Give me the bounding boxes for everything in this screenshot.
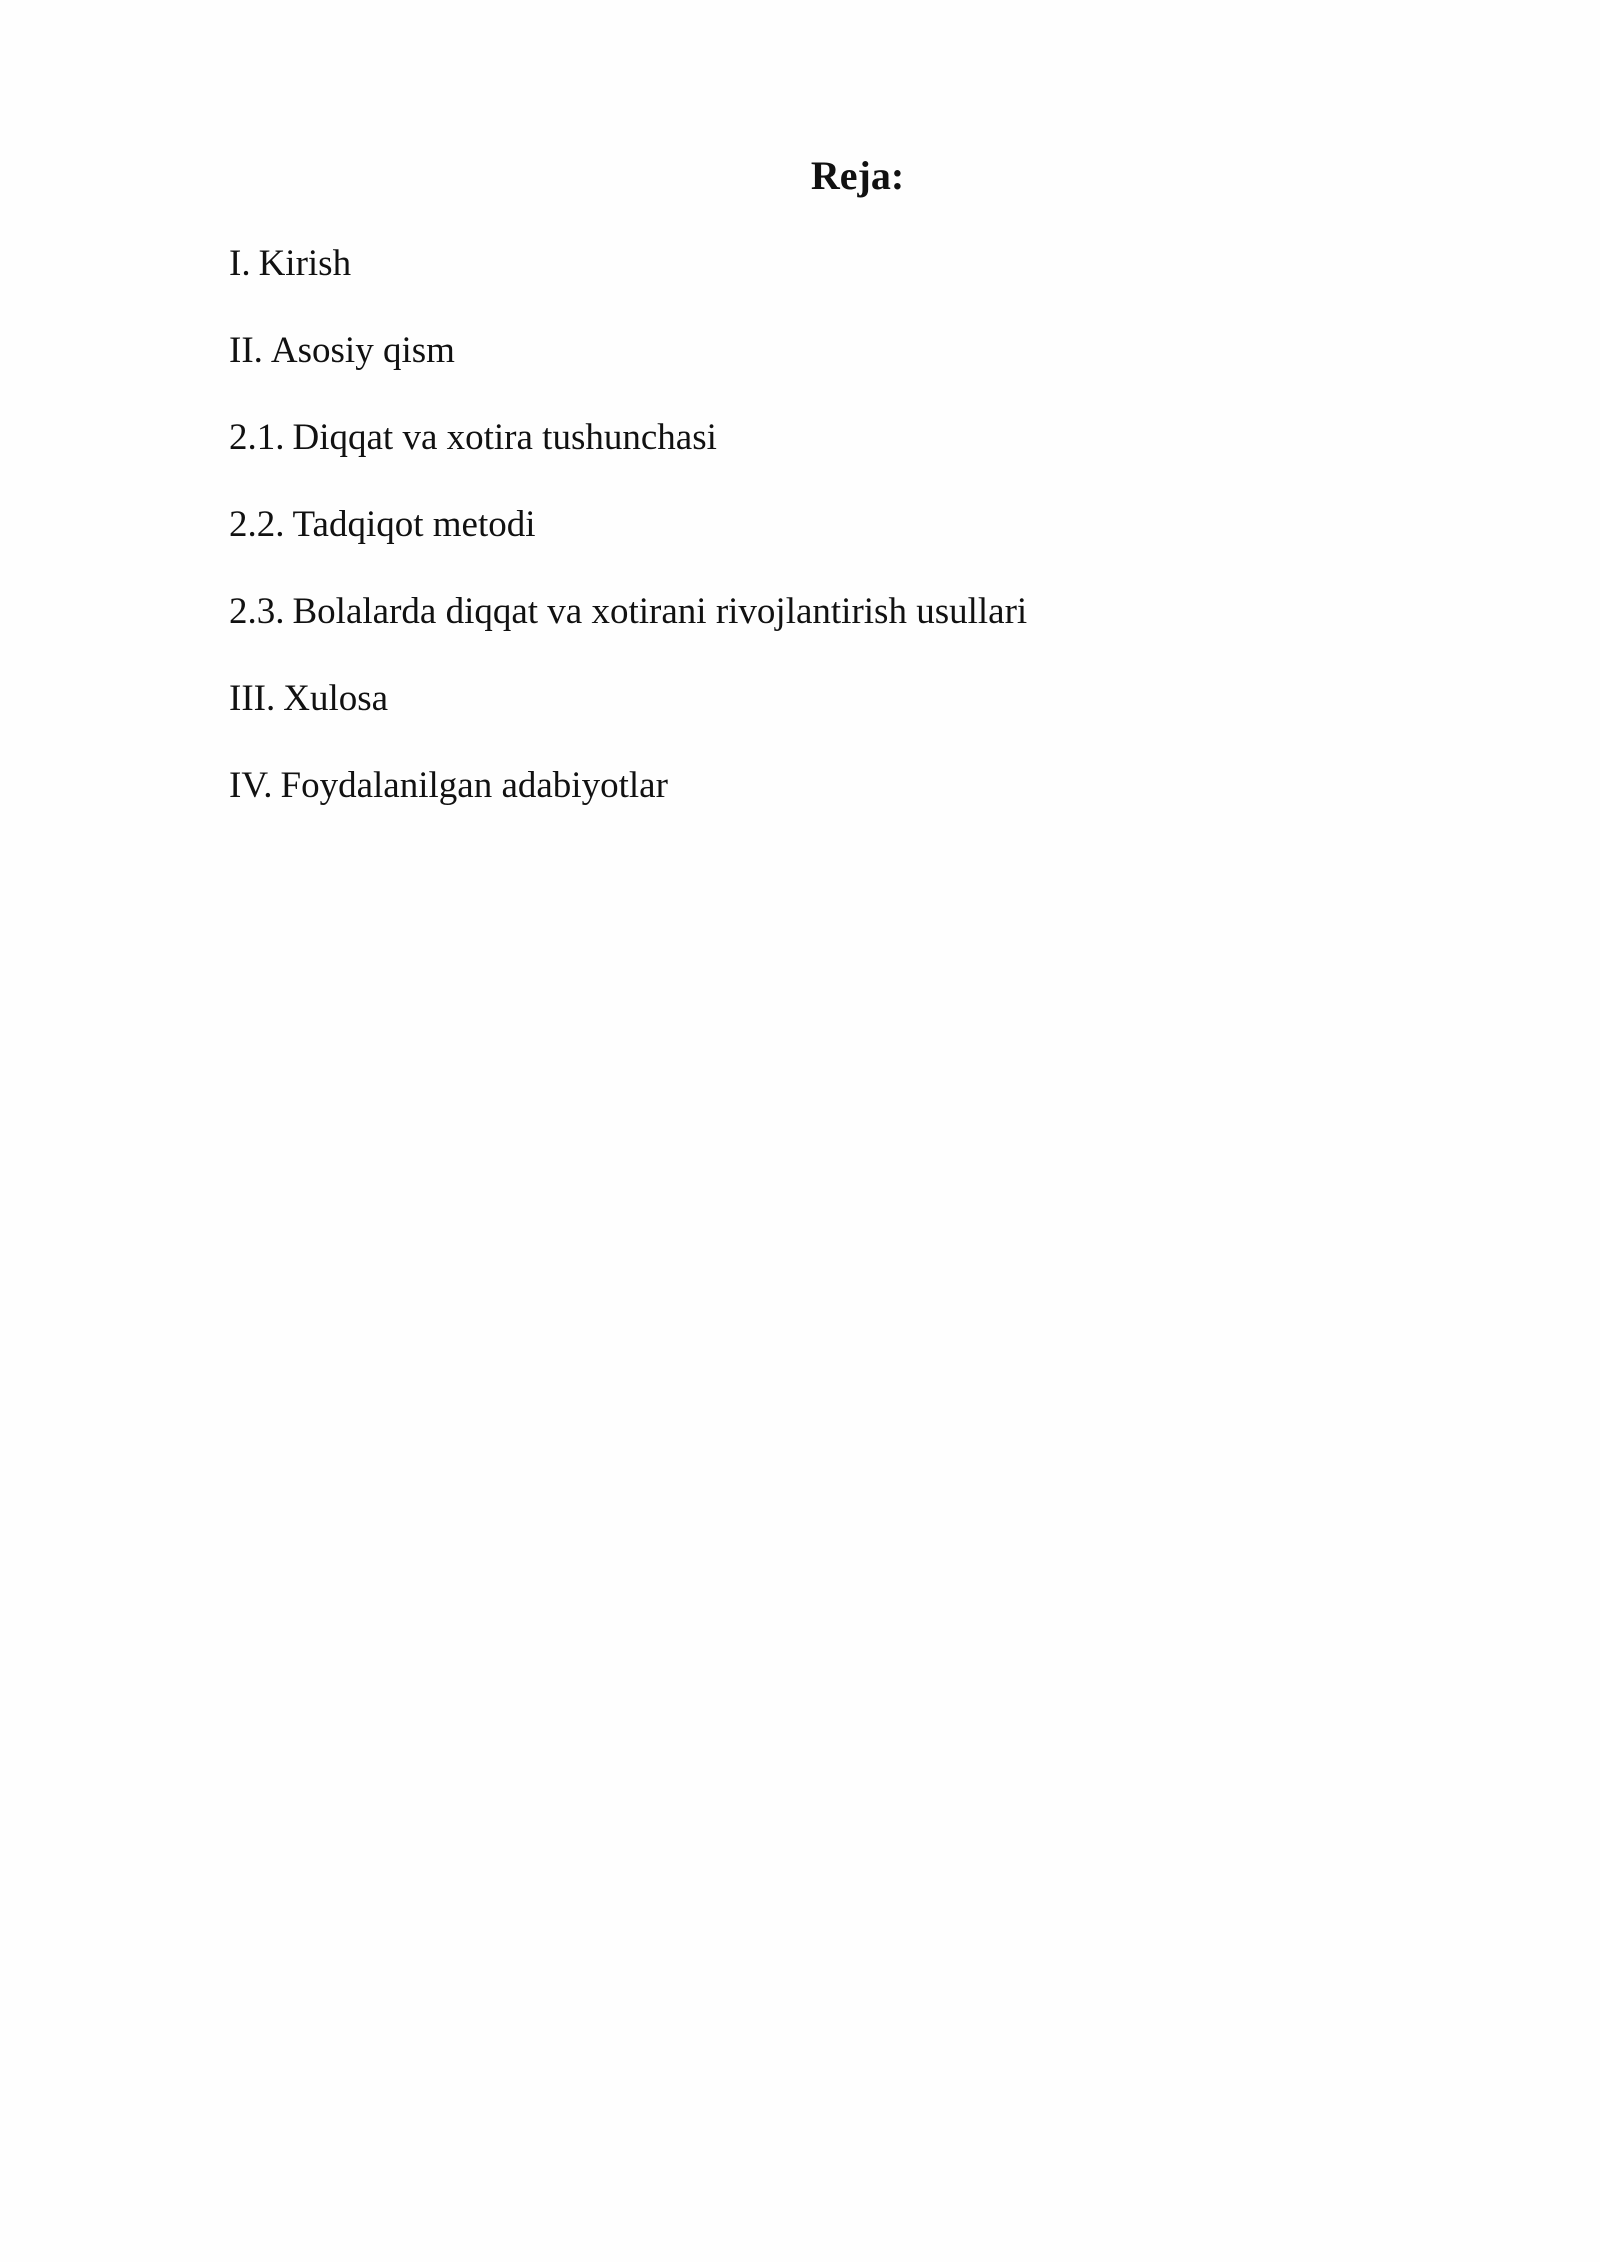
toc-item-label: Diqqat va xotira tushunchasi [292,417,717,458]
toc-item-number: I. [229,243,251,284]
table-of-contents [229,238,1027,847]
toc-item-asosiy-qism [229,325,1027,377]
toc-item-number: 2.2. [229,504,285,545]
toc-item-label: Asosiy qism [270,330,455,371]
toc-item-label: Tadqiqot metodi [292,504,536,545]
toc-item-adabiyotlar [229,760,1027,812]
toc-item-number: 2.1. [229,417,285,458]
toc-item-kirish [229,238,1027,290]
toc-item-rivojlantirish-usullari [229,586,1027,638]
toc-item-label: Kirish [258,243,352,284]
toc-item-label: Bolalarda diqqat va xotirani rivojlantirish usullari [292,591,1028,632]
toc-item-label: Foydalanilgan adabiyotlar [280,765,668,806]
toc-item-label: Xulosa [283,678,389,719]
toc-item-tadqiqot-metodi [229,499,1027,551]
toc-item-number: II. [229,330,263,371]
toc-item-number: III. [229,678,276,719]
toc-item-xulosa [229,673,1027,725]
toc-item-number: 2.3. [229,591,285,632]
toc-item-number: IV. [229,765,273,806]
toc-item-diqqat-xotira [229,412,1027,464]
page-title: Reja: [810,153,905,198]
